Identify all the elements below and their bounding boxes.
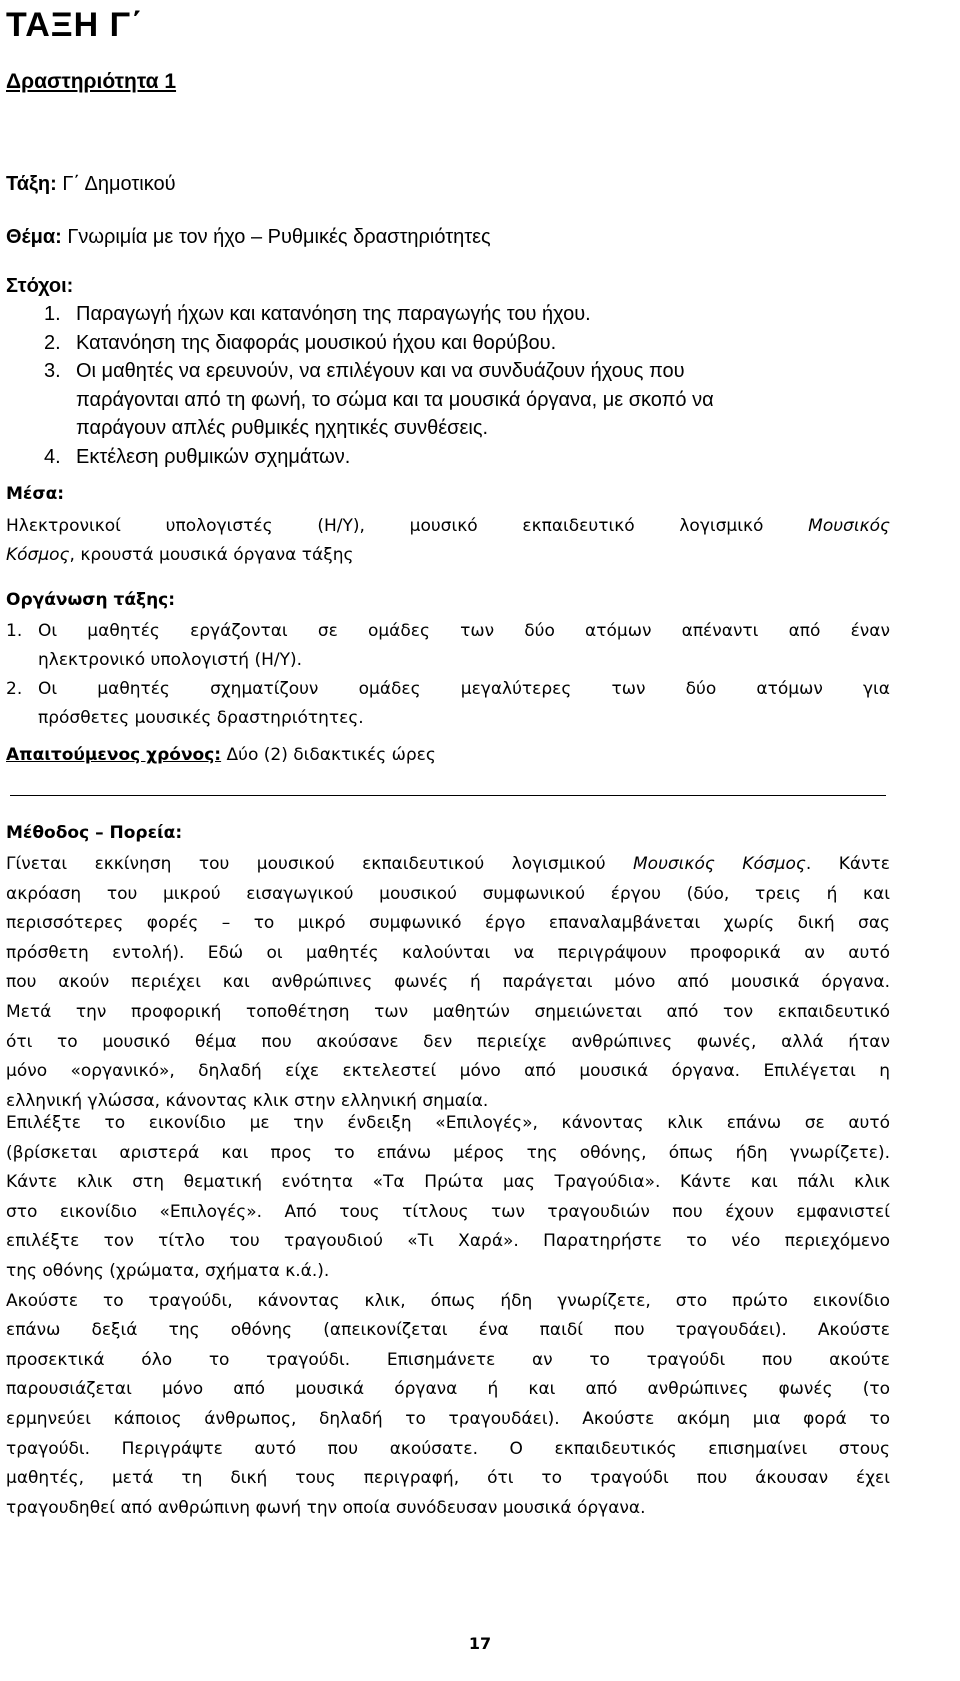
organization-list: [6, 617, 890, 733]
organization-text: Οι μαθητές εργάζονται σε ομάδες των δύο ατόμων απέναντι από έναν: [38, 621, 890, 641]
goal-item: [6, 443, 886, 472]
class-line: [6, 173, 176, 196]
goal-item: [6, 300, 886, 329]
method-p2-line: τραγούδι. Περιγράψτε αυτό που ακούσατε. Ο εκπαιδευτικός επισημαίνει στους: [6, 1438, 890, 1459]
section-divider: [10, 795, 886, 796]
goal-item: [6, 357, 886, 386]
method-p2-line: στο εικονίδιο «Επιλογές». Από τους τίτλους των τραγουδιών που έχουν εμφανιστεί: [6, 1201, 890, 1222]
software-name-part-2: Κόσμος: [6, 545, 70, 565]
class-value: Γ΄ Δημοτικού: [62, 173, 176, 195]
page-title: ΤΑΞΗ Γ΄: [6, 6, 144, 44]
method-paragraph-2: [6, 1109, 890, 1523]
time-label: Απαιτούμενος χρόνος:: [6, 745, 222, 765]
organization-item: [6, 617, 890, 646]
means-label: Μέσα:: [6, 484, 65, 504]
software-name-part-1: Μουσικός: [808, 516, 890, 536]
goal-item: [6, 414, 886, 443]
means-line-2: [6, 541, 890, 570]
organization-item-continued: [6, 704, 890, 733]
goals-label: Στόχοι:: [6, 275, 74, 297]
goals-list: [6, 300, 886, 471]
method-p1-line: που ακούν περιέχει και ανθρώπινες φωνές ή παράγεται μόνο από μουσικά όργανα.: [6, 972, 890, 993]
organization-text: πρόσθετες μουσικές δραστηριότητες.: [38, 708, 364, 728]
topic-value: Γνωριμία με τον ήχο – Ρυθμικές δραστηριότητες: [67, 226, 491, 248]
goal-text: Κατανόηση της διαφοράς μουσικού ήχου και θορύβου.: [76, 331, 557, 354]
topic-line: [6, 226, 491, 249]
method-p2-line: επιλέξτε τον τίτλο του τραγουδιού «Τι Χαρά». Παρατηρήστε το νέο περιεχόμενο: [6, 1231, 890, 1252]
goal-text: Παραγωγή ήχων και κατανόηση της παραγωγής του ήχου.: [76, 303, 591, 325]
method-p2-line: μαθητές, μετά τη δική τους περιγραφή, ότι το τραγούδι που άκουσαν έχει: [6, 1468, 890, 1489]
p1-tail: . Κάντε: [805, 854, 890, 874]
organization-item: [6, 675, 890, 704]
goal-text: Εκτέλεση ρυθμικών σχημάτων.: [76, 445, 351, 468]
organization-label: Οργάνωση τάξης:: [6, 590, 176, 610]
goal-text: παράγουν απλές ρυθμικές ηχητικές συνθέσεις.: [76, 417, 489, 439]
method-p1-line: ότι το μουσικό θέμα που ακούσανε δεν περιείχε ανθρώπινες φωνές, αλλά ήταν: [6, 1031, 890, 1052]
goal-number: 1.: [44, 303, 61, 325]
p1-text: Γίνεται εκκίνηση του μουσικού εκπαιδευτικού λογισμικού: [6, 854, 633, 874]
activity-heading: Δραστηριότητα 1: [6, 70, 177, 93]
goal-number: 2.: [44, 331, 61, 354]
method-p1-line: ακρόαση του μικρού εισαγωγικού μουσικού συμφωνικού έργου (δύο, τρεις ή και: [6, 883, 890, 904]
means-text: [6, 512, 890, 570]
means-text-tail: , κρουστά μουσικά όργανα τάξης: [69, 545, 354, 565]
organization-text: ηλεκτρονικό υπολογιστή (Η/Υ).: [38, 650, 303, 670]
means-line-1: [6, 512, 890, 541]
method-p2-line: προσεκτικά όλο το τραγούδι. Επισημάνετε αν το τραγούδι που ακούτε: [6, 1349, 890, 1370]
method-p2-line: παρουσιάζεται μόνο από μουσικά όργανα ή και από ανθρώπινες φωνές (το: [6, 1379, 890, 1400]
method-paragraph-1: [6, 850, 890, 1116]
goal-item: [6, 329, 886, 358]
goal-number: 4.: [44, 445, 61, 468]
method-p2-line: (βρίσκεται αριστερά και προς το επάνω μέρος της οθόνης, όπως ήδη γνωρίζετε).: [6, 1142, 890, 1163]
time-value: Δύο (2) διδακτικές ώρες: [226, 745, 436, 765]
method-p1-line: πρόσθετη εντολή). Εδώ οι μαθητές καλούνται να περιγράψουν προφορικά αν αυτό: [6, 942, 890, 963]
page-number: 17: [468, 1634, 492, 1653]
goal-number: 3.: [44, 360, 61, 382]
goal-text: παράγονται από τη φωνή, το σώμα και τα μουσικά όργανα, με σκοπό να: [76, 388, 714, 411]
goal-text: Οι μαθητές να ερευνούν, να επιλέγουν και να συνδυάζουν ήχους που: [76, 360, 685, 382]
p1-software-name: Μουσικός Κόσμος: [633, 854, 806, 874]
method-p2-line: Ακούστε το τραγούδι, κάνοντας κλικ, όπως ήδη γνωρίζετε, στο πρώτο εικονίδιο: [6, 1290, 890, 1311]
time-line: [6, 745, 436, 765]
method-p1-line: ελληνική γλώσσα, κάνοντας κλικ στην ελληνική σημαία.: [6, 1090, 489, 1111]
organization-item-continued: [6, 646, 890, 675]
topic-label: Θέμα:: [6, 226, 62, 248]
organization-text: Οι μαθητές σχηματίζουν ομάδες μεγαλύτερες των δύο ατόμων για: [38, 679, 890, 699]
method-p1-line-1: [6, 850, 890, 880]
method-p1-line: μόνο «οργανικό», δηλαδή είχε εκτελεστεί μόνο από μουσικά όργανα. Επιλέγεται η: [6, 1061, 890, 1082]
organization-number: 1.: [6, 621, 23, 641]
method-p2-line: επάνω δεξιά της οθόνης (απεικονίζεται ένα παιδί που τραγουδάει). Ακούστε: [6, 1320, 890, 1341]
method-p2-line: της οθόνης (χρώματα, σχήματα κ.ά.).: [6, 1260, 330, 1281]
method-p2-line: ερμηνεύει κάποιος άνθρωπος, δηλαδή το τραγουδάει). Ακούστε ακόμη μια φορά το: [6, 1408, 890, 1429]
means-text-part: Ηλεκτρονικοί υπολογιστές (Η/Υ), μουσικό εκπαιδευτικό λογισμικό: [6, 516, 809, 536]
goal-item: [6, 386, 886, 415]
class-label: Τάξη:: [6, 173, 57, 195]
method-label: Μέθοδος – Πορεία:: [6, 823, 183, 843]
method-p2-line: Επιλέξτε το εικονίδιο με την ένδειξη «Επιλογές», κάνοντας κλικ επάνω σε αυτό: [6, 1113, 890, 1133]
method-p1-line: περισσότερες φορές – το μικρό συμφωνικό έργο επαναλαμβάνεται χωρίς δική σας: [6, 913, 890, 934]
method-p2-line: Κάντε κλικ στη θεματική ενότητα «Τα Πρώτα μας Τραγούδια». Κάντε και πάλι κλικ: [6, 1172, 890, 1193]
organization-number: 2.: [6, 679, 23, 699]
method-p2-line: τραγουδηθεί από ανθρώπινη φωνή την οποία συνόδευσαν μουσικά όργανα.: [6, 1497, 646, 1518]
method-p1-line: Μετά την προφορική τοποθέτηση των μαθητών σημειώνεται από τον εκπαιδευτικό: [6, 1001, 890, 1022]
